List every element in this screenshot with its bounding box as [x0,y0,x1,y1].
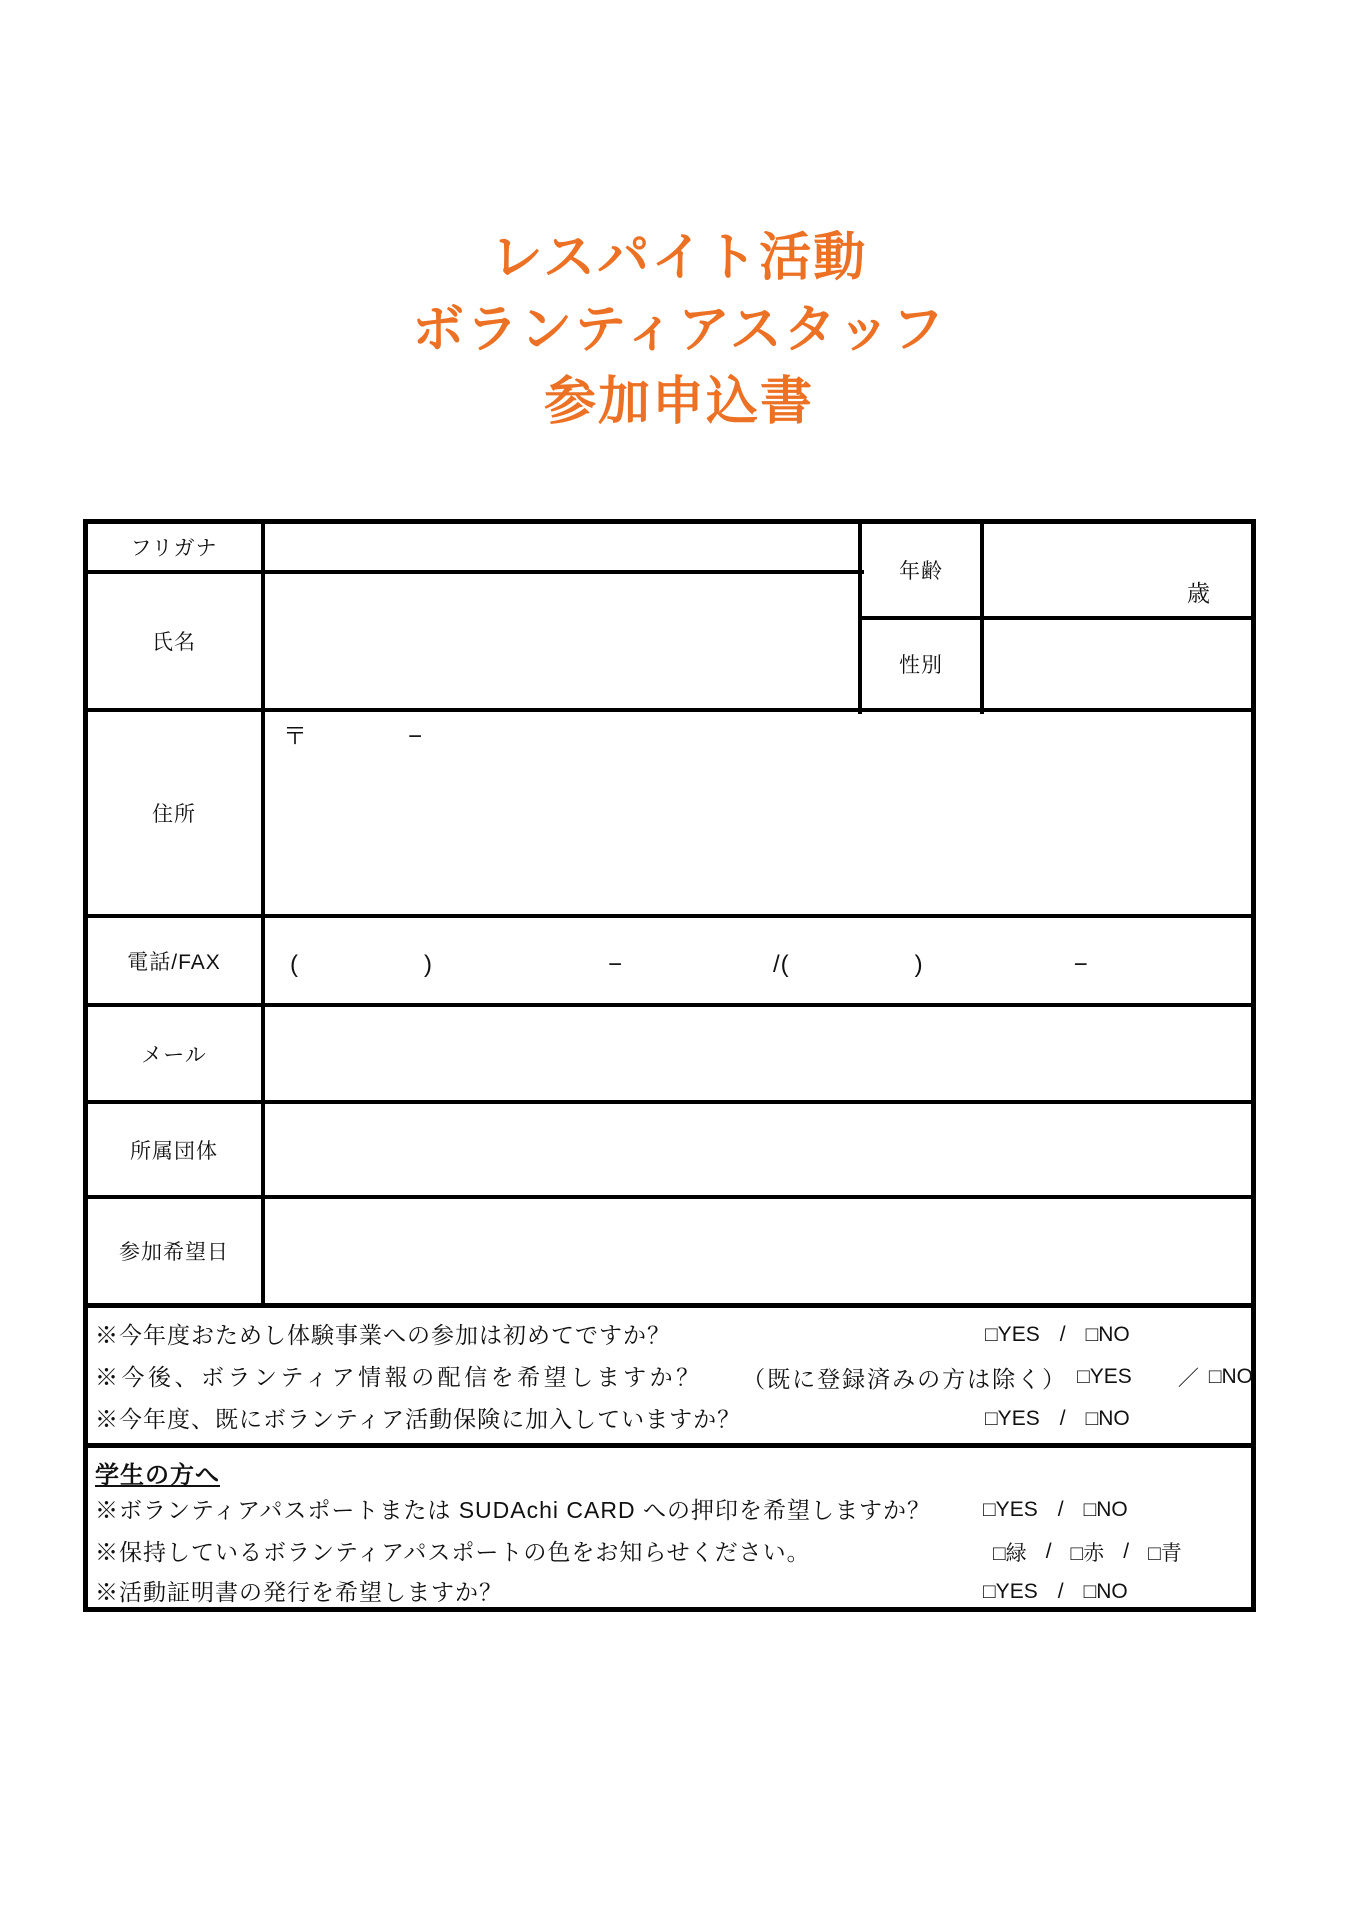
question-first-time: ※今年度おためし体験事業への参加は初めてですか？ [95,1322,671,1348]
options-separator: / [1057,1580,1064,1603]
checkbox-no[interactable]: □NO [1085,1323,1130,1346]
phone-fax-label: 電話/FAX [127,950,221,974]
name-label: 氏名 [152,631,196,654]
options-note: （既に登録済みの方は除く） [742,1365,1068,1392]
question-insurance-options [985,1404,1130,1434]
age-label: 年齢 [899,560,943,583]
gender-label: 性別 [899,654,943,677]
options-separator: / [1123,1540,1130,1563]
age-input[interactable] [985,524,1250,615]
phone-fax-template: ( ) − /( ) − [290,951,1089,978]
checkbox-red[interactable]: □赤 [1070,1542,1105,1565]
checkbox-yes[interactable]: □YES [985,1407,1040,1430]
checkbox-yes[interactable]: □YES [983,1498,1038,1521]
checkbox-no[interactable]: □NO [1085,1407,1130,1430]
checkbox-blue[interactable]: □青 [1148,1542,1182,1565]
preferred-date-input[interactable] [266,1200,1250,1302]
gender-input[interactable] [985,621,1250,707]
address-input[interactable] [266,713,1250,913]
question-certificate-options [983,1577,1128,1607]
postal-code-prefix: 〒 − [283,723,424,750]
form-title-line-3: 参加申込書 [543,373,814,431]
question-info-delivery-options [742,1362,1253,1392]
organization-label: 所属団体 [130,1139,218,1163]
preferred-date-label: 参加希望日 [119,1241,229,1264]
name-input[interactable] [266,575,858,707]
form-title-line-1: レスパイト活動 [490,229,868,287]
options-separator: / [1059,1323,1066,1346]
age-unit-label: 歳 [1187,580,1210,606]
checkbox-yes[interactable]: □YES [1077,1365,1132,1388]
student-section-heading: 学生の方へ [95,1462,220,1489]
question-passport-color: ※保持しているボランティアパスポートの色をお知らせください。 [95,1539,811,1565]
question-passport-color-options [993,1537,1182,1567]
organization-input[interactable] [266,1105,1250,1194]
options-separator: ／ [1177,1367,1199,1390]
checkbox-no[interactable]: □NO [1083,1580,1128,1603]
form-title-line-2: ボランティアスタッフ [412,301,946,359]
question-certificate: ※活動証明書の発行を希望しますか？ [95,1579,503,1605]
furigana-label: フリガナ [130,537,218,560]
address-label: 住所 [152,803,196,826]
options-separator: / [1045,1540,1052,1563]
table-border-bottom [83,1607,1256,1612]
email-label: メール [141,1043,207,1067]
furigana-input[interactable] [266,524,858,570]
checkbox-no[interactable]: □NO [1083,1498,1128,1521]
question-passport-stamp: ※ボランティアパスポートまたは SUDAchi CARD への押印を希望しますか？ [95,1497,931,1523]
form-title [0,222,1358,438]
checkbox-no[interactable]: □NO [1208,1365,1253,1388]
options-separator: / [1057,1498,1064,1521]
question-insurance: ※今年度、既にボランティア活動保険に加入していますか？ [95,1406,742,1432]
question-passport-stamp-options [983,1495,1128,1525]
question-info-delivery: ※今後、ボランティア情報の配信を希望しますか？ [95,1364,703,1390]
table-border-right [1251,519,1256,1612]
question-first-time-options [985,1320,1130,1350]
email-input[interactable] [266,1008,1250,1099]
options-separator: / [1059,1407,1066,1430]
checkbox-yes[interactable]: □YES [983,1580,1038,1603]
checkbox-green[interactable]: □緑 [993,1542,1027,1565]
checkbox-yes[interactable]: □YES [985,1323,1040,1346]
table-border-sections-divider [83,1443,1256,1448]
phone-fax-input[interactable] [266,919,1250,1002]
